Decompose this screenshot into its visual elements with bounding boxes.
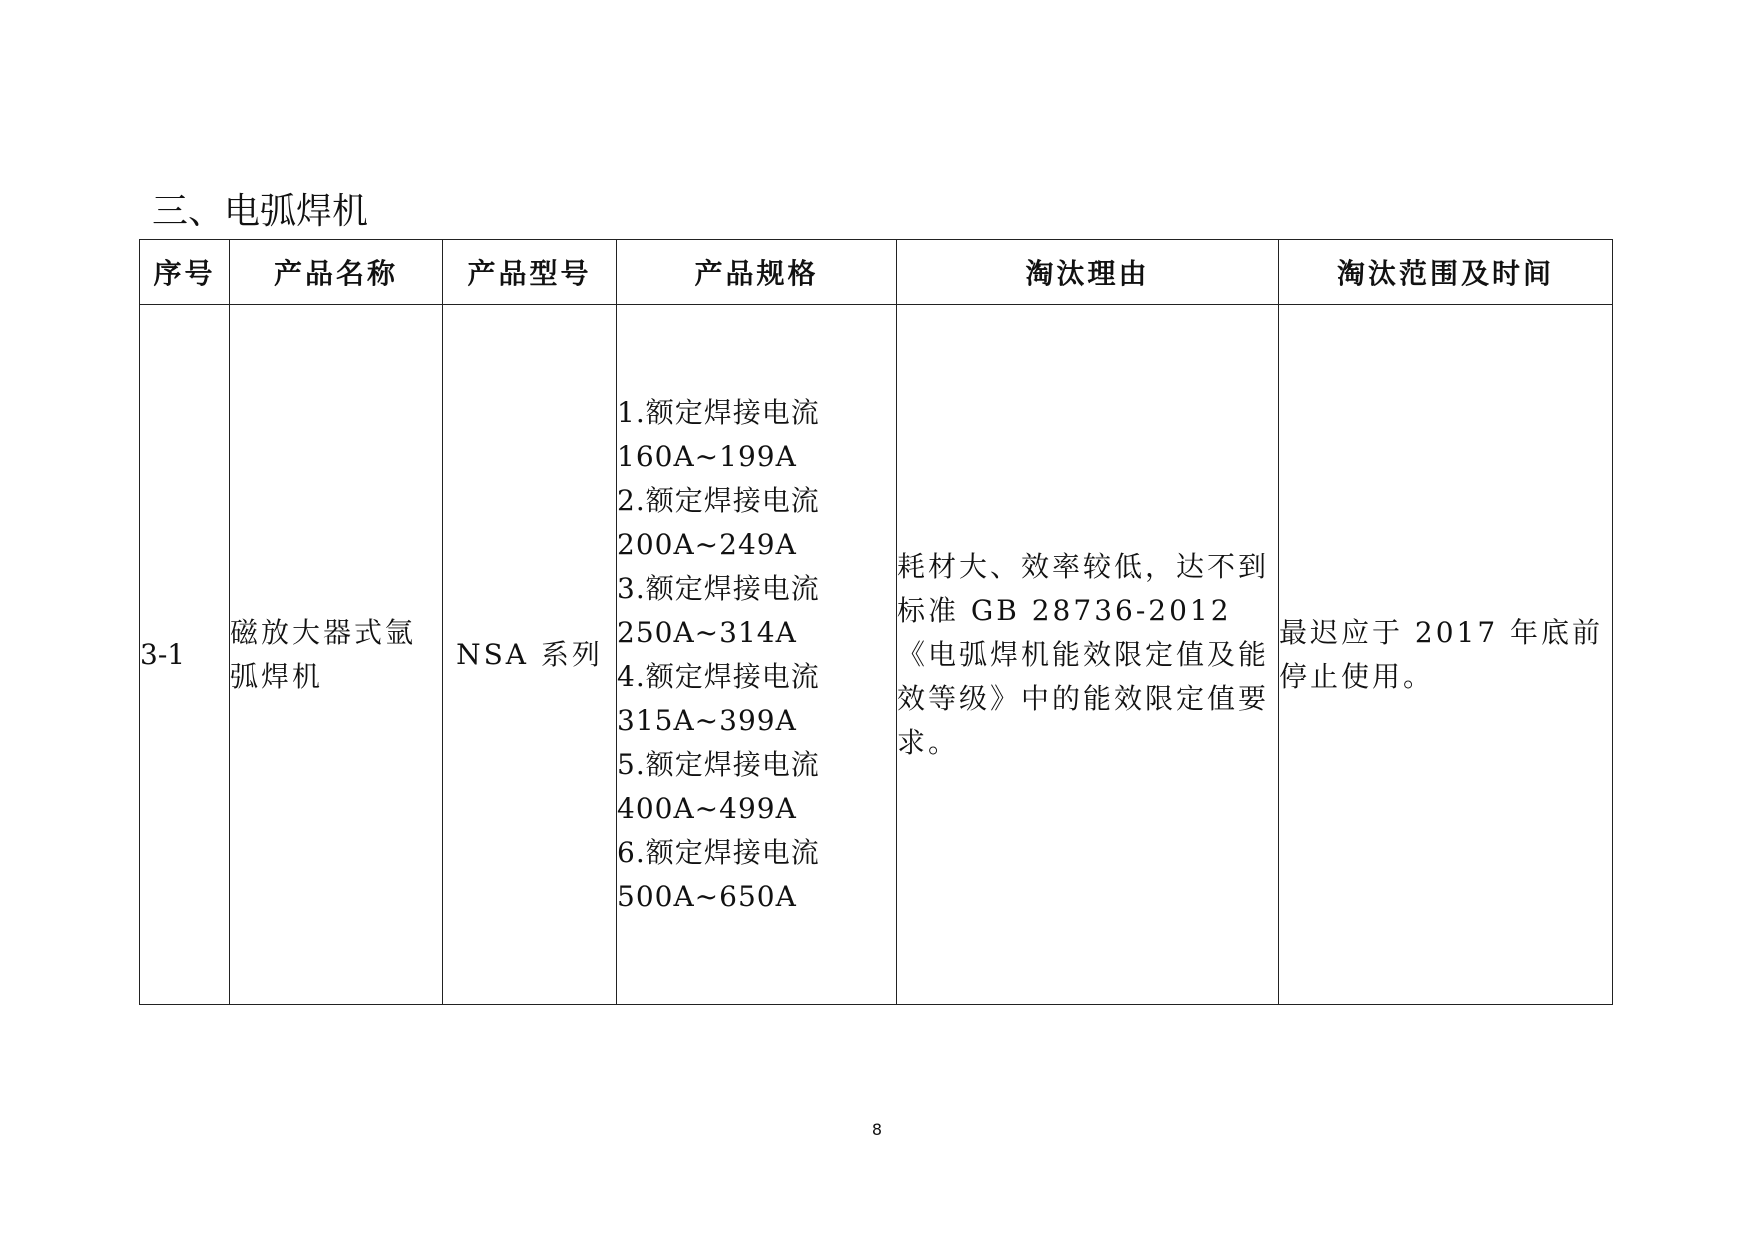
spec-line: 6.额定焊接电流 bbox=[617, 835, 820, 869]
page-number: 8 bbox=[871, 1120, 883, 1139]
cell-product-spec bbox=[617, 305, 897, 1005]
header-product-model: 产品型号 bbox=[443, 240, 617, 305]
section-title: 三、电弧焊机 bbox=[152, 191, 369, 232]
cell-product-model: NSA 系列 bbox=[443, 305, 617, 1005]
header-product-spec: 产品规格 bbox=[617, 240, 897, 305]
cell-serial-no: 3-1 bbox=[140, 305, 230, 1005]
spec-line: 160A~199A bbox=[617, 439, 797, 473]
cell-elimination-scope: 最迟应于 2017 年底前停止使用。 bbox=[1279, 305, 1613, 1005]
spec-line: 1.额定焊接电流 bbox=[617, 395, 820, 429]
spec-line: 400A~499A bbox=[617, 791, 797, 825]
spec-line: 200A~249A bbox=[617, 527, 797, 561]
spec-line: 4.额定焊接电流 bbox=[617, 659, 820, 693]
header-serial-no: 序号 bbox=[140, 240, 230, 305]
spec-line: 500A~650A bbox=[617, 879, 797, 913]
elimination-table bbox=[139, 239, 1613, 1005]
table-header-row bbox=[140, 240, 1613, 305]
table-row bbox=[140, 305, 1613, 1005]
cell-product-name: 磁放大器式氩弧焊机 bbox=[230, 305, 443, 1005]
spec-line: 3.额定焊接电流 bbox=[617, 571, 820, 605]
spec-line: 250A~314A bbox=[617, 615, 797, 649]
header-elimination-scope: 淘汰范围及时间 bbox=[1279, 240, 1613, 305]
spec-line: 315A~399A bbox=[617, 703, 797, 737]
spec-line: 5.额定焊接电流 bbox=[617, 747, 820, 781]
cell-elimination-reason: 耗材大、效率较低，达不到标准 GB 28736-2012《电弧焊机能效限定值及能效等级》中的能效限定值要求。 bbox=[897, 305, 1279, 1005]
spec-line: 2.额定焊接电流 bbox=[617, 483, 820, 517]
header-elimination-reason: 淘汰理由 bbox=[897, 240, 1279, 305]
header-product-name: 产品名称 bbox=[230, 240, 443, 305]
